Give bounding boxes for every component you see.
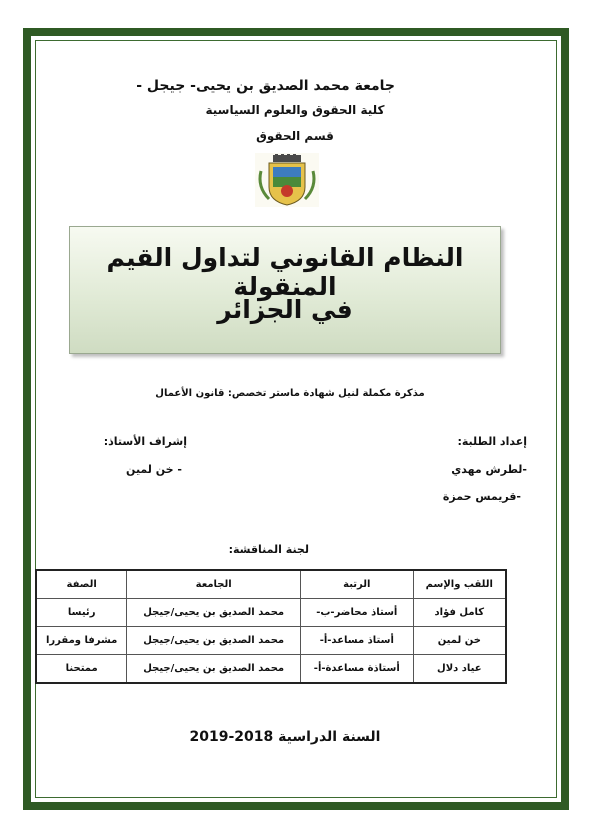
header-cell: اللقب والإسم — [413, 570, 506, 599]
department-name: قسم الحقوق — [256, 129, 334, 143]
university-name: جامعة محمد الصديق بن يحيى- جيجل - — [136, 78, 395, 94]
cover-page — [35, 40, 557, 798]
student-name: -لطرش مهدي — [451, 463, 527, 476]
jury-name-cell: خن لمين — [413, 627, 506, 655]
jury-role-cell: ممتحنا — [36, 655, 127, 684]
jury-rank-cell: أستاذة مساعدة-أ- — [300, 655, 413, 684]
jury-university-cell: محمد الصديق بن يحيى/جيجل — [127, 627, 301, 655]
jury-name-cell: عياد دلال — [413, 655, 506, 684]
jury-rank-cell: أستاذ محاضر-ب- — [300, 599, 413, 627]
header-cell: الصفة — [36, 570, 127, 599]
jury-rank-cell: أستاذ مساعد-أ- — [300, 627, 413, 655]
header-cell: الجامعة — [127, 570, 301, 599]
jury-university-cell: محمد الصديق بن يحيى/جيجل — [127, 655, 301, 684]
jury-name-cell: كامل فؤاد — [413, 599, 506, 627]
jury-table — [35, 569, 507, 684]
thesis-note: مذكرة مكملة لنيل شهادة ماستر تخصص: قانون الأعمال — [155, 388, 425, 399]
faculty-name: كلية الحقوق والعلوم السياسية — [205, 103, 385, 117]
university-logo-icon — [255, 153, 319, 207]
thesis-title-line2: في الجزائر — [217, 295, 353, 324]
header-cell: الرتبة — [300, 570, 413, 599]
jury-role-cell: مشرفا ومقررا — [36, 627, 127, 655]
table-row — [36, 655, 506, 684]
thesis-title-box — [69, 226, 501, 354]
table-row — [36, 627, 506, 655]
students-heading: إعداد الطلبة: — [457, 435, 527, 448]
academic-year: السنة الدراسية 2018-2019 — [189, 729, 381, 745]
thesis-title-line1: النظام القانوني لتداول القيم المنقولة — [106, 243, 464, 301]
committee-heading: لجنة المناقشة: — [228, 543, 309, 556]
table-header-row — [36, 570, 506, 599]
jury-role-cell: رئيسا — [36, 599, 127, 627]
student-name: -قريمس حمزة — [442, 490, 521, 503]
supervisor-name: - خن لمين — [126, 463, 182, 476]
jury-university-cell: محمد الصديق بن يحيى/جيجل — [127, 599, 301, 627]
table-row — [36, 599, 506, 627]
supervisor-heading: إشراف الأستاذ: — [103, 435, 187, 448]
